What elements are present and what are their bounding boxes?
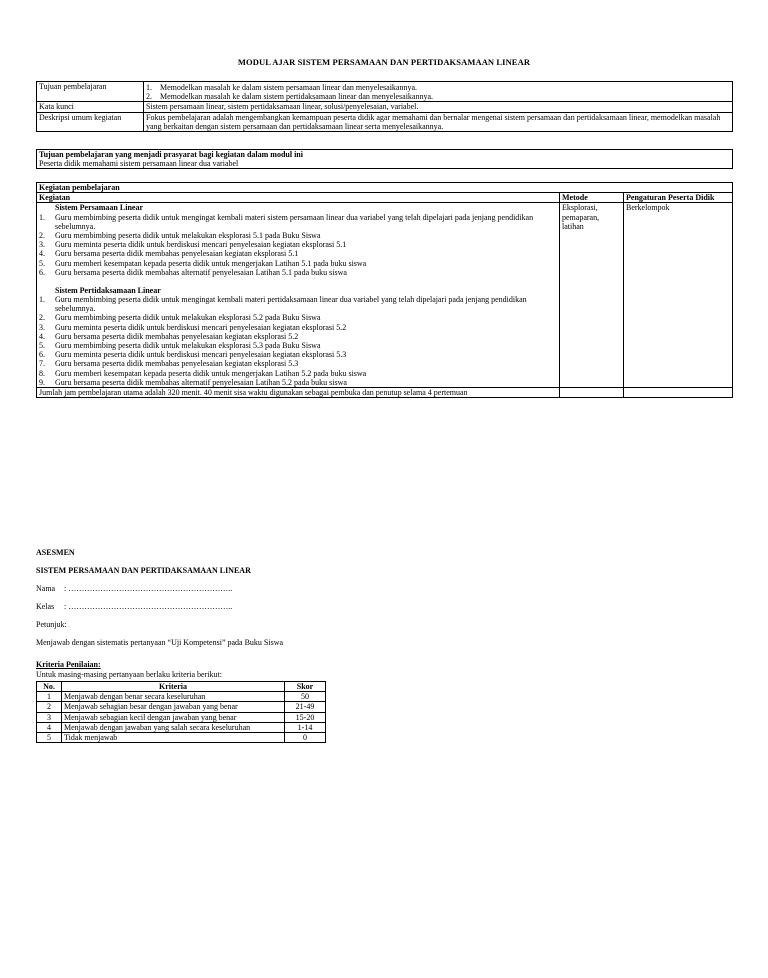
tujuan-label: Tujuan pembelajaran [37, 82, 144, 102]
table-row: 5 Tidak menjawab 0 [37, 732, 326, 742]
list-item: 3. Guru meminta peserta didik untuk berdiskusi mencari penyelesaian kegiatan eksplorasi 5.2 [39, 322, 347, 332]
kegiatan-table [36, 182, 733, 398]
table-row: 1 Menjawab dengan benar secara keseluruhan 50 [37, 692, 326, 702]
list-item: 5. Guru memberi kesempatan kepada peserta didik untuk mengerjakan Latihan 5.1 pada buku siswa [39, 258, 367, 268]
deskripsi-label: Deskripsi umum kegiatan [37, 112, 144, 131]
tujuan-item: 1. Memodelkan masalah ke dalam sistem persamaan linear dan menyelesaikannya. [146, 83, 418, 92]
kelas-label: Kelas [36, 602, 55, 611]
col-kriteria-header: Kriteria [62, 682, 285, 692]
kriteria-intro: Untuk masing-masing pertanyaan berlaku kriteria berikut: [36, 670, 222, 679]
table-row: 2 Menjawab sebagian besar dengan jawaban yang benar 21-49 [37, 702, 326, 712]
asesmen-heading: ASESMEN [36, 548, 75, 557]
kriteria-heading: Kriteria Penilaian: [36, 660, 101, 669]
kelas-field-line: : …………………………………………………….. [64, 602, 233, 611]
list-item: 8. Guru memberi kesempatan kepada peserta didik untuk mengerjakan Latihan 5.2 pada buku siswa [39, 368, 367, 378]
petunjuk-value: Menjawab dengan sistematis pertanyaan “Uji Kompetensi” pada Buku Siswa [36, 638, 284, 647]
kata-kunci-value: Sistem persamaan linear, sistem pertidaksamaan linear, solusi/penyelesaian, variabel. [144, 102, 733, 112]
list-item: 6. Guru meminta peserta didik untuk berdiskusi mencari penyelesaian kegiatan eksplorasi 5.3 [39, 350, 347, 360]
prasyarat-value: Peserta didik memahami sistem persamaan linear dua variabel [39, 159, 239, 169]
col-pengaturan-header: Pengaturan Peserta Didik [624, 193, 733, 203]
nama-field-line: : …………………………………………………….. [64, 584, 233, 593]
deskripsi-row [37, 112, 733, 131]
list-item: 4. Guru bersama peserta didik membahas penyelesaian kegiatan eksplorasi 5.1 [39, 249, 299, 259]
list-item: 5. Guru membimbing peserta didik untuk melakukan eksplorasi 5.3 pada Buku Siswa [39, 341, 321, 350]
table-row: 4 Menjawab dengan jawaban yang salah secara keseluruhan 1-14 [37, 722, 326, 732]
asesmen-subheading: SISTEM PERSAMAAN DAN PERTIDAKSAMAAN LINEAR [36, 566, 251, 575]
col-no-header: No. [37, 682, 62, 692]
tujuan-item: 2. Memodelkan masalah ke dalam sistem pertidaksamaan linear dan menyelesaikannya. [146, 92, 434, 102]
section1-list [39, 213, 557, 277]
list-item: 2. Guru membimbing peserta didik untuk melakukan eksplorasi 5.2 pada Buku Siswa [39, 313, 321, 323]
list-item: 7. Guru bersama peserta didik membahas penyelesaian kegiatan eksplorasi 5.3 [39, 359, 299, 369]
list-item: 4. Guru bersama peserta didik membahas penyelesaian kegiatan eksplorasi 5.2 [39, 331, 299, 341]
kriteria-table [36, 681, 326, 743]
table-row: 3 Menjawab sebagian kecil dengan jawaban yang benar 15-20 [37, 712, 326, 722]
section2-list [39, 295, 557, 387]
metode-value: Eksplorasi, pemaparan, latihan [560, 203, 624, 388]
list-item: 9. Guru bersama peserta didik membahas alternatif penyelesaian Latihan 5.2 pada buku siswa [39, 377, 347, 387]
deskripsi-value: Fokus pembelajaran adalah mengembangkan kemampuan peserta didik agar memahami dan bernalar mengenai sistem persamaan dan pertidaksamaan linear, memodelkan masalah yang berkaitan dengan sistem persamaan dan pertidaksamaan linear serta menyelesaikannya. [144, 112, 733, 131]
list-item: 1. Guru membimbing peserta didik untuk mengingat kembali materi pertidaksamaan linear dua variabel yang telah dipelajari pada jenjang pendidikan sebelumnya. [39, 295, 527, 314]
prasyarat-table [36, 149, 733, 169]
list-item: 1. Guru membimbing peserta didik untuk mengingat kembali materi sistem persamaan linear dua variabel yang telah dipelajari pada jenjang pendidikan sebelumnya. [39, 212, 534, 231]
tujuan-list [146, 83, 730, 101]
col-kegiatan-header: Kegiatan [37, 193, 560, 203]
info-table [36, 81, 733, 132]
prasyarat-cell [37, 150, 733, 169]
petunjuk-label: Petunjuk: [36, 620, 67, 629]
list-item: 3. Guru meminta peserta didik untuk berdiskusi mencari penyelesaian kegiatan eksplorasi 5.1 [39, 240, 347, 250]
col-skor-header: Skor [285, 682, 326, 692]
document-title: MODUL AJAR SISTEM PERSAMAAN DAN PERTIDAKSAMAAN LINEAR [237, 57, 531, 67]
footer-note: Jumlah jam pembelajaran utama adalah 320 menit. 40 menit sisa waktu digunakan sebagai pembuka dan penutup selama 4 pertemuan [37, 387, 560, 397]
kegiatan-section-title: Kegiatan pembelajaran [37, 183, 733, 193]
footer-metode-empty [560, 387, 624, 397]
prasyarat-heading: Tujuan pembelajaran yang menjadi prasyarat bagi kegiatan dalam modul ini [39, 150, 303, 159]
section1-title: Sistem Persamaan Linear [55, 203, 143, 213]
list-item: 2. Guru membimbing peserta didik untuk melakukan eksplorasi 5.1 pada Buku Siswa [39, 230, 321, 240]
kata-kunci-row [37, 102, 733, 112]
tujuan-cell [144, 82, 733, 102]
kata-kunci-label: Kata kunci [37, 102, 144, 112]
tujuan-row [37, 82, 733, 102]
footer-pengaturan-empty [624, 387, 733, 397]
col-metode-header: Metode [560, 193, 624, 203]
kegiatan-body [37, 203, 560, 388]
list-item: 6. Guru bersama peserta didik membahas alternatif penyelesaian Latihan 5.1 pada buku siswa [39, 267, 347, 277]
pengaturan-value: Berkelompok [624, 203, 733, 388]
section2-title: Sistem Pertidaksamaan Linear [55, 285, 161, 295]
nama-label: Nama [36, 584, 56, 593]
